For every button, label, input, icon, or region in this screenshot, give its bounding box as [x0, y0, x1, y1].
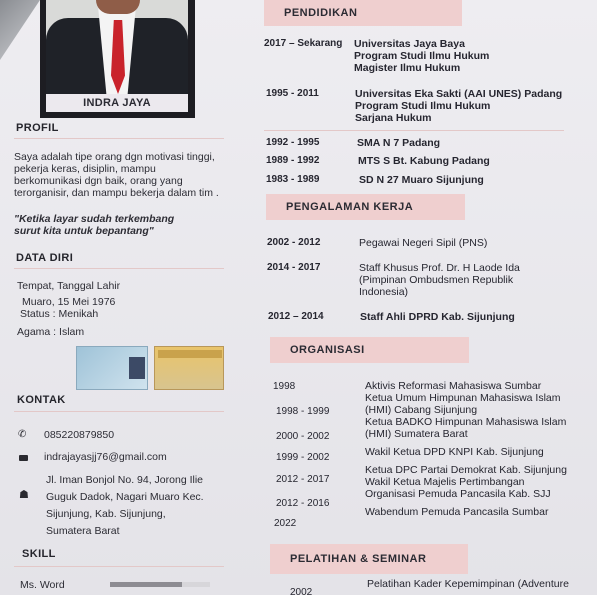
- org-line: Wakil Ketua Majelis Pertimbangan: [365, 476, 525, 488]
- edu-entry: MTS S Bt. Kabung Padang: [358, 155, 490, 167]
- divider: [14, 138, 224, 139]
- card-header-strip: [158, 350, 222, 358]
- quote-line: "Ketika layar sudah terkembang: [14, 213, 175, 225]
- org-line: (HMI) Sumatera Barat: [365, 428, 468, 440]
- corner-shade: [0, 0, 40, 60]
- data-diri-title: DATA DIRI: [16, 252, 74, 264]
- org-line: Ketua BADKO Himpunan Mahasiswa Islam: [365, 416, 567, 428]
- edu-line: Magister Ilmu Hukum: [354, 62, 461, 74]
- email-value: indrajayasjj76@gmail.com: [44, 451, 167, 463]
- address-line: Sijunjung, Kab. Sijunjung,: [46, 508, 166, 520]
- edu-year: 1983 - 1989: [266, 174, 320, 185]
- org-line: Wakil Ketua DPD KNPI Kab. Sijunjung: [365, 446, 544, 458]
- kontak-title: KONTAK: [17, 394, 66, 406]
- phone-value: 085220879850: [44, 429, 115, 441]
- edu-entry: SD N 27 Muaro Sijunjung: [359, 174, 484, 186]
- job-line: Staff Khusus Prof. Dr. H Laode Ida: [359, 262, 520, 274]
- job-entry: Pegawai Negeri Sipil (PNS): [359, 237, 488, 249]
- edu-line: Program Studi Ilmu Hukum: [355, 100, 491, 112]
- pengalaman-header: PENGALAMAN KERJA: [266, 194, 465, 220]
- org-line: Ketua DPC Partai Demokrat Kab. Sijunjung: [365, 464, 567, 476]
- job-year: 2012 – 2014: [268, 311, 324, 322]
- org-year: 1998: [273, 381, 296, 392]
- job-year: 2002 - 2012: [267, 237, 321, 248]
- job-line: Indonesia): [359, 286, 409, 298]
- job-entry: Staff Ahli DPRD Kab. Sijunjung: [360, 311, 515, 323]
- edu-year: 1989 - 1992: [266, 155, 320, 166]
- org-year: 1999 - 2002: [276, 452, 330, 463]
- profil-quote: [14, 213, 239, 237]
- edu-year: 2017 – Sekarang: [264, 38, 343, 49]
- skill-level-bar: [110, 582, 182, 587]
- skill-title: SKILL: [22, 548, 56, 560]
- org-year: 2022: [274, 518, 297, 529]
- training-entry: Pelatihan Kader Kepemimpinan (Adventure: [367, 578, 569, 590]
- profile-name: INDRA JAYA: [46, 94, 188, 112]
- profil-title: PROFIL: [16, 122, 59, 134]
- edu-year: 1992 - 1995: [266, 137, 320, 148]
- edu-year: 1995 - 2011: [266, 88, 319, 99]
- address-line: Guguk Dadok, Nagari Muaro Kec.: [46, 491, 204, 503]
- edu-line: Universitas Eka Sakti (AAI UNES) Padang: [355, 88, 563, 100]
- job-line: (Pimpinan Ombudsmen Republik: [359, 274, 514, 286]
- profil-line: berkomunikasi dgn baik, orang yang: [14, 175, 183, 187]
- profil-line: pekerja keras, disiplin, mampu: [14, 163, 156, 175]
- org-year: 2000 - 2002: [276, 431, 330, 442]
- profil-line: terorganisir, dan mampu bekerja dalam tim .: [14, 187, 219, 199]
- training-year: 2002: [290, 587, 313, 595]
- ttl-label: Tempat, Tanggal Lahir: [17, 280, 121, 292]
- edu-line: Sarjana Hukum: [355, 112, 432, 124]
- job-year: 2014 - 2017: [267, 262, 321, 273]
- status-value: Status : Menikah: [20, 308, 99, 320]
- skill-track: [110, 582, 210, 587]
- edu-entry: SMA N 7 Padang: [357, 137, 441, 149]
- address-line: Jl. Iman Bonjol No. 94, Jorong Ilie: [46, 474, 203, 486]
- pendidikan-header: PENDIDIKAN: [264, 0, 462, 26]
- org-line: Organisasi Pemuda Pancasila Kab. SJJ: [365, 488, 551, 500]
- job-entry: [359, 262, 520, 298]
- org-year: 1998 - 1999: [276, 406, 330, 417]
- org-year: 2012 - 2017: [276, 474, 330, 485]
- org-year: 2012 - 2016: [276, 498, 330, 509]
- org-line: Aktivis Reformasi Mahasiswa Sumbar: [365, 380, 542, 392]
- divider: [14, 268, 224, 269]
- divider: [14, 411, 224, 412]
- org-line: Wabendum Pemuda Pancasila Sumbar: [365, 506, 549, 518]
- edu-entry: [355, 88, 562, 124]
- org-line: (HMI) Cabang Sijunjung: [365, 404, 478, 416]
- edu-line: Program Studi Ilmu Hukum: [354, 50, 490, 62]
- org-entries: [365, 380, 593, 518]
- organisasi-header: ORGANISASI: [270, 337, 469, 363]
- org-line: Ketua Umum Himpunan Mahasiswa Islam: [365, 392, 561, 404]
- ttl-value: Muaro, 15 Mei 1976: [22, 296, 116, 308]
- profil-description: [14, 151, 239, 199]
- agama-value: Agama : Islam: [17, 326, 85, 338]
- address-line: Sumatera Barat: [46, 525, 120, 537]
- card-photo-icon: [129, 357, 145, 379]
- quote-line: surut kita untuk bepantang": [14, 225, 154, 237]
- npwp-card-image: [154, 346, 224, 390]
- edu-line: Universitas Jaya Baya: [354, 38, 465, 50]
- edu-entry: [354, 38, 489, 74]
- ktp-card-image: [76, 346, 148, 390]
- divider: [264, 130, 564, 131]
- skill-label: Ms. Word: [20, 579, 65, 591]
- address-block: [46, 472, 246, 540]
- email-icon: [19, 455, 28, 461]
- home-icon: ☗: [19, 489, 29, 501]
- pelatihan-header: PELATIHAN & SEMINAR: [270, 544, 468, 574]
- phone-icon: ✆: [18, 429, 27, 440]
- divider: [14, 566, 224, 567]
- profil-line: Saya adalah tipe orang dgn motivasi tinggi,: [14, 151, 215, 163]
